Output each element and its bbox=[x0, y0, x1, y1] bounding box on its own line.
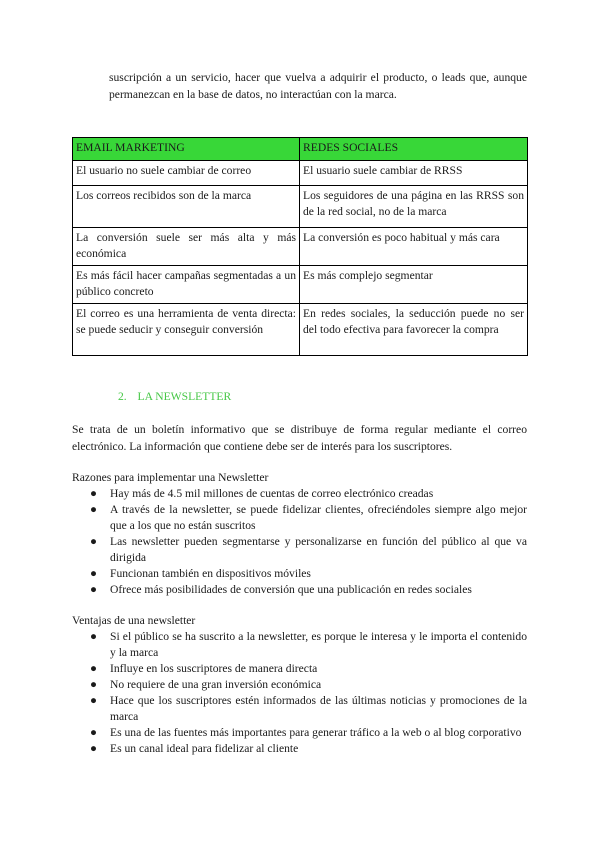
table-cell: En redes sociales, la seducción puede no ser del todo efectiva para favorecer la compra bbox=[300, 304, 528, 356]
list-item: ● Hay más de 4.5 mil millones de cuentas de correo electrónico creadas bbox=[90, 487, 434, 500]
table-cell: El usuario no suele cambiar de correo bbox=[73, 161, 300, 186]
table-cell: La conversión suele ser más alta y más económica bbox=[73, 228, 300, 266]
bullet-icon: ● bbox=[90, 662, 98, 675]
intro-paragraph: suscripción a un servicio, hacer que vuelva a adquirir el producto, o leads que, aunque permanezcan en la base de datos, no interactúan con la marca. bbox=[109, 71, 527, 101]
bullet-icon: ● bbox=[90, 535, 98, 548]
bullet-icon: ● bbox=[90, 742, 98, 755]
table-cell: Los seguidores de una página en las RRSS son de la red social, no de la marca bbox=[300, 186, 528, 228]
list-item: ● Es una de las fuentes más importantes para generar tráfico a la web o al blog corporativo bbox=[90, 726, 522, 739]
section-paragraph: Se trata de un boletín informativo que se distribuye de forma regular mediante el correo electrónico. La información que contiene debe ser de interés para los suscriptores. bbox=[72, 423, 527, 453]
bullet-icon: ● bbox=[90, 487, 98, 500]
bullet-icon: ● bbox=[90, 503, 98, 516]
list-item: ● No requiere de una gran inversión económica bbox=[90, 678, 322, 691]
reasons-list bbox=[90, 486, 527, 598]
list-item: ● Si el público se ha suscrito a la newsletter, es porque le interesa y le importa el contenido y la marca bbox=[90, 630, 527, 659]
list-item: ● Es un canal ideal para fidelizar al cliente bbox=[90, 742, 299, 755]
section-heading bbox=[118, 388, 231, 405]
bullet-icon: ● bbox=[90, 583, 98, 596]
table-header-row bbox=[73, 138, 528, 161]
table-cell: Los correos recibidos son de la marca bbox=[73, 186, 300, 228]
bullet-icon: ● bbox=[90, 678, 98, 691]
advantages-list bbox=[90, 629, 527, 757]
bullet-icon: ● bbox=[90, 630, 98, 643]
table-row bbox=[73, 266, 528, 304]
table-row bbox=[73, 228, 528, 266]
bullet-icon: ● bbox=[90, 726, 98, 739]
table-row bbox=[73, 161, 528, 186]
section-title: LA NEWSLETTER bbox=[137, 390, 232, 403]
table-cell: El correo es una herramienta de venta directa: se puede seducir y conseguir conversión bbox=[73, 304, 300, 356]
bullet-icon: ● bbox=[90, 694, 98, 707]
list-item: ● Ofrece más posibilidades de conversión que una publicación en redes sociales bbox=[90, 583, 472, 596]
section-number: 2. bbox=[118, 390, 127, 403]
list-item: ● Las newsletter pueden segmentarse y personalizarse en función del público al que va dirigida bbox=[90, 535, 527, 564]
advantages-title: Ventajas de una newsletter bbox=[72, 614, 196, 627]
table-cell: Es más fácil hacer campañas segmentadas a un público concreto bbox=[73, 266, 300, 304]
comparison-table bbox=[72, 137, 528, 356]
list-item: ● Funcionan también en dispositivos móviles bbox=[90, 567, 311, 580]
list-item: ● Hace que los suscriptores estén informados de las últimas noticias y promociones de la marca bbox=[90, 694, 527, 723]
table-cell: La conversión es poco habitual y más cara bbox=[300, 228, 528, 266]
list-item: ● Influye en los suscriptores de manera directa bbox=[90, 662, 318, 675]
reasons-title: Razones para implementar una Newsletter bbox=[72, 471, 269, 484]
list-item: ● A través de la newsletter, se puede fidelizar clientes, ofreciéndoles siempre algo mejor que a los que no están suscritos bbox=[90, 503, 527, 532]
table-cell: El usuario suele cambiar de RRSS bbox=[300, 161, 528, 186]
table-header-email-marketing: EMAIL MARKETING bbox=[73, 138, 300, 161]
table-cell: Es más complejo segmentar bbox=[300, 266, 528, 304]
bullet-icon: ● bbox=[90, 567, 98, 580]
table-row bbox=[73, 186, 528, 228]
table-row bbox=[73, 304, 528, 356]
table-header-redes-sociales: REDES SOCIALES bbox=[300, 138, 528, 161]
